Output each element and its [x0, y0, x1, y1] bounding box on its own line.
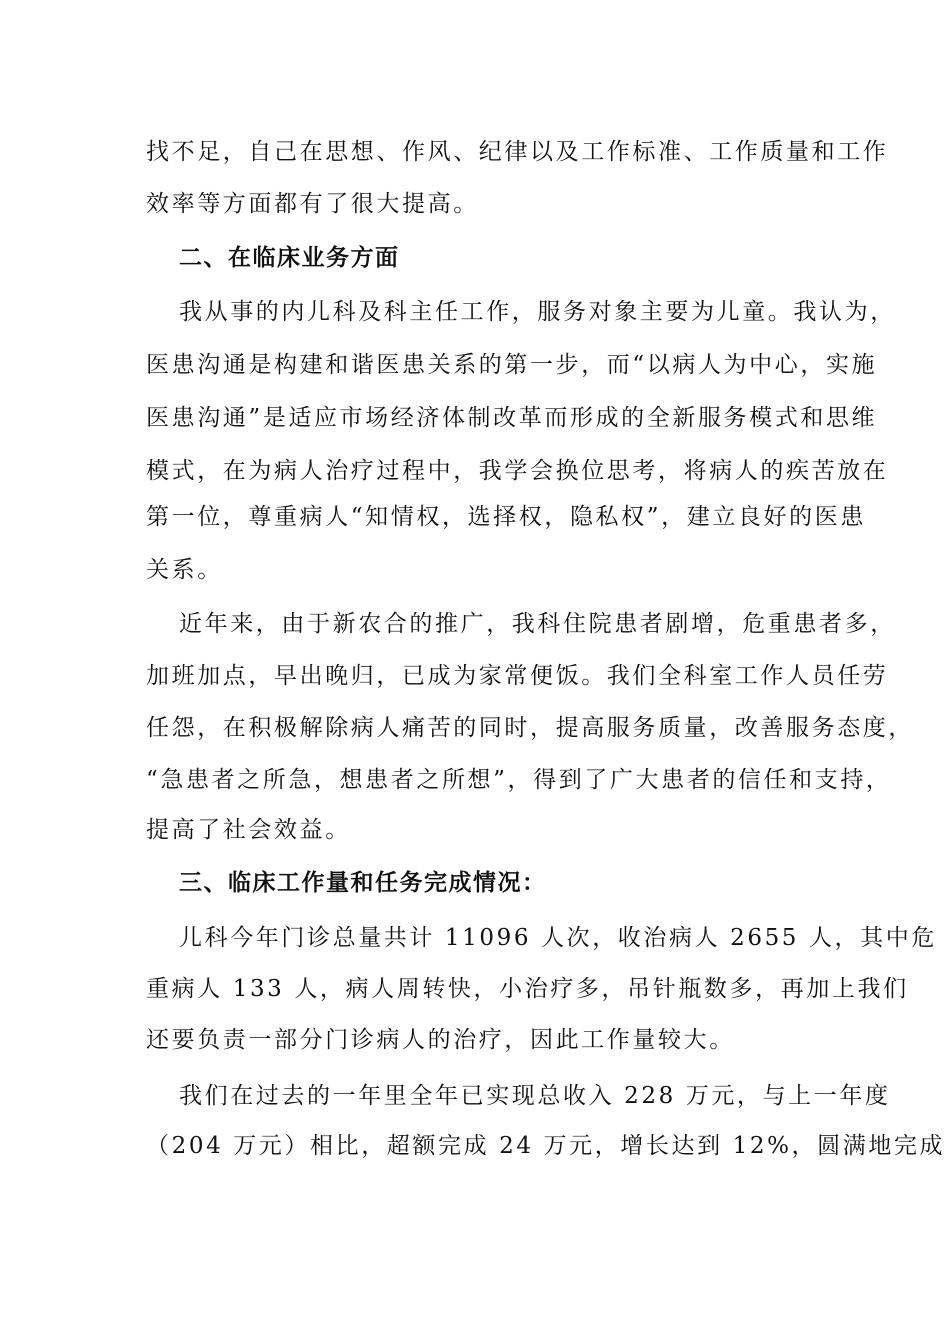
- paragraph-line: （204 万元）相比，超额完成 24 万元，增长达到 12%，圆满地完成: [146, 1133, 946, 1159]
- paragraph-line: 医患沟通是构建和谐医患关系的第一步，而“以病人为中心，实施: [146, 352, 878, 378]
- paragraph-line: 关系。: [146, 557, 223, 583]
- paragraph-line: 任怨，在积极解除病人痛苦的同时，提高服务质量，改善服务态度，: [146, 715, 914, 741]
- paragraph-line: 效率等方面都有了很大提高。: [146, 191, 479, 217]
- section-heading-clinical-business: 二、在临床业务方面: [179, 244, 400, 271]
- paragraph-line: 我们在过去的一年里全年已实现总收入 228 万元，与上一年度: [179, 1083, 891, 1109]
- paragraph-line: 我从事的内儿科及科主任工作，服务对象主要为儿童。我认为，: [179, 299, 896, 325]
- paragraph-line: 儿科今年门诊总量共计 11096 人次，收治病人 2655 人，其中危: [179, 925, 937, 951]
- paragraph-line: “急患者之所急，想患者之所想”，得到了广大患者的信任和支持，: [146, 767, 892, 793]
- paragraph-line: 还要负责一部分门诊病人的治疗，因此工作量较大。: [146, 1027, 735, 1053]
- paragraph-line: 模式，在为病人治疗过程中，我学会换位思考，将病人的疾苦放在: [146, 458, 889, 484]
- paragraph-line: 第一位，尊重病人“知情权，选择权，隐私权”，建立良好的医患: [146, 504, 866, 530]
- paragraph-line: 提高了社会效益。: [146, 817, 351, 843]
- paragraph-line: 找不足，自己在思想、作风、纪律以及工作标准、工作质量和工作: [146, 139, 889, 165]
- section-heading-workload: 三、临床工作量和任务完成情况：: [179, 869, 547, 896]
- paragraph-line: 重病人 133 人，病人周转快，小治疗多，吊针瓶数多，再加上我们: [146, 976, 909, 1002]
- paragraph-line: 近年来，由于新农合的推广，我科住院患者剧增，危重患者多，: [179, 611, 896, 637]
- paragraph-line: 加班加点，早出晚归，已成为家常便饭。我们全科室工作人员任劳: [146, 663, 889, 689]
- paragraph-line: 医患沟通”是适应市场经济体制改革而形成的全新服务模式和思维: [146, 405, 878, 431]
